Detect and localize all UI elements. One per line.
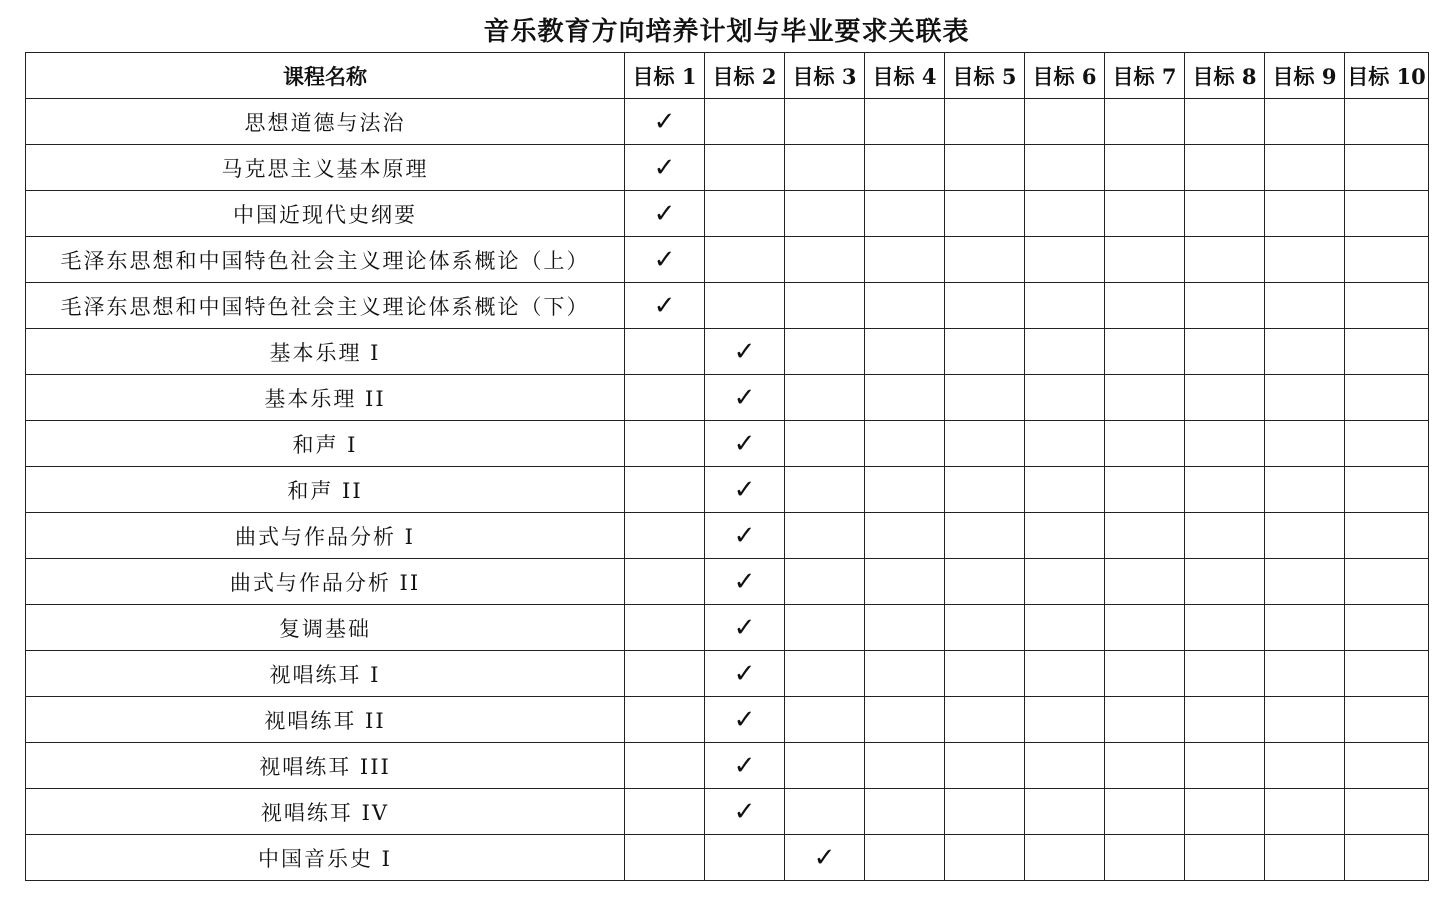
course-name-cell: 中国近现代史纲要 bbox=[26, 191, 625, 237]
empty-goal-cell bbox=[1025, 835, 1105, 881]
empty-goal-cell bbox=[1025, 559, 1105, 605]
table-row bbox=[26, 697, 1429, 743]
empty-goal-cell bbox=[785, 697, 865, 743]
empty-goal-cell bbox=[1025, 513, 1105, 559]
course-name-cell: 复调基础 bbox=[26, 605, 625, 651]
empty-goal-cell bbox=[945, 651, 1025, 697]
empty-goal-cell bbox=[1265, 375, 1345, 421]
empty-goal-cell bbox=[1185, 237, 1265, 283]
empty-goal-cell bbox=[1265, 651, 1345, 697]
empty-goal-cell bbox=[785, 467, 865, 513]
table-row bbox=[26, 329, 1429, 375]
empty-goal-cell bbox=[1185, 743, 1265, 789]
empty-goal-cell bbox=[1185, 191, 1265, 237]
empty-goal-cell bbox=[1185, 559, 1265, 605]
empty-goal-cell bbox=[1185, 329, 1265, 375]
empty-goal-cell bbox=[1265, 237, 1345, 283]
empty-goal-cell bbox=[945, 513, 1025, 559]
table-row bbox=[26, 651, 1429, 697]
empty-goal-cell bbox=[1265, 421, 1345, 467]
empty-goal-cell bbox=[1105, 743, 1185, 789]
check-mark-icon: ✓ bbox=[705, 467, 785, 513]
header-goal-2: 目标 2 bbox=[705, 53, 785, 99]
empty-goal-cell bbox=[1265, 99, 1345, 145]
empty-goal-cell bbox=[945, 789, 1025, 835]
course-name-cell: 基本乐理 I bbox=[26, 329, 625, 375]
empty-goal-cell bbox=[1345, 559, 1429, 605]
empty-goal-cell bbox=[1185, 375, 1265, 421]
empty-goal-cell bbox=[865, 99, 945, 145]
empty-goal-cell bbox=[865, 467, 945, 513]
empty-goal-cell bbox=[625, 467, 705, 513]
empty-goal-cell bbox=[785, 237, 865, 283]
empty-goal-cell bbox=[945, 375, 1025, 421]
table-row bbox=[26, 421, 1429, 467]
empty-goal-cell bbox=[1345, 789, 1429, 835]
empty-goal-cell bbox=[1265, 191, 1345, 237]
course-name-cell: 视唱练耳 IV bbox=[26, 789, 625, 835]
empty-goal-cell bbox=[865, 145, 945, 191]
empty-goal-cell bbox=[865, 559, 945, 605]
empty-goal-cell bbox=[705, 835, 785, 881]
empty-goal-cell bbox=[865, 743, 945, 789]
check-mark-icon: ✓ bbox=[705, 605, 785, 651]
empty-goal-cell bbox=[1345, 743, 1429, 789]
course-name-cell: 思想道德与法治 bbox=[26, 99, 625, 145]
empty-goal-cell bbox=[1345, 513, 1429, 559]
empty-goal-cell bbox=[1185, 651, 1265, 697]
empty-goal-cell bbox=[625, 375, 705, 421]
table-row bbox=[26, 145, 1429, 191]
empty-goal-cell bbox=[785, 145, 865, 191]
header-goal-9: 目标 9 bbox=[1265, 53, 1345, 99]
empty-goal-cell bbox=[625, 789, 705, 835]
empty-goal-cell bbox=[1345, 605, 1429, 651]
header-row bbox=[26, 53, 1429, 99]
empty-goal-cell bbox=[1025, 467, 1105, 513]
empty-goal-cell bbox=[1265, 145, 1345, 191]
header-course-name: 课程名称 bbox=[26, 53, 625, 99]
empty-goal-cell bbox=[785, 191, 865, 237]
course-name-cell: 和声 I bbox=[26, 421, 625, 467]
empty-goal-cell bbox=[1025, 605, 1105, 651]
empty-goal-cell bbox=[945, 743, 1025, 789]
empty-goal-cell bbox=[785, 651, 865, 697]
check-mark-icon: ✓ bbox=[785, 835, 865, 881]
empty-goal-cell bbox=[1025, 421, 1105, 467]
empty-goal-cell bbox=[1265, 559, 1345, 605]
empty-goal-cell bbox=[1105, 99, 1185, 145]
empty-goal-cell bbox=[1265, 835, 1345, 881]
course-name-cell: 马克思主义基本原理 bbox=[26, 145, 625, 191]
course-name-cell: 基本乐理 II bbox=[26, 375, 625, 421]
header-goal-4: 目标 4 bbox=[865, 53, 945, 99]
empty-goal-cell bbox=[705, 145, 785, 191]
check-mark-icon: ✓ bbox=[625, 145, 705, 191]
course-name-cell: 毛泽东思想和中国特色社会主义理论体系概论（上） bbox=[26, 237, 625, 283]
empty-goal-cell bbox=[865, 789, 945, 835]
table-row bbox=[26, 835, 1429, 881]
check-mark-icon: ✓ bbox=[705, 789, 785, 835]
empty-goal-cell bbox=[625, 743, 705, 789]
empty-goal-cell bbox=[1345, 145, 1429, 191]
empty-goal-cell bbox=[1345, 651, 1429, 697]
course-name-cell: 视唱练耳 I bbox=[26, 651, 625, 697]
empty-goal-cell bbox=[865, 697, 945, 743]
empty-goal-cell bbox=[1105, 835, 1185, 881]
empty-goal-cell bbox=[945, 697, 1025, 743]
empty-goal-cell bbox=[625, 835, 705, 881]
course-name-cell: 视唱练耳 III bbox=[26, 743, 625, 789]
empty-goal-cell bbox=[1025, 191, 1105, 237]
empty-goal-cell bbox=[1105, 697, 1185, 743]
empty-goal-cell bbox=[785, 329, 865, 375]
empty-goal-cell bbox=[945, 283, 1025, 329]
empty-goal-cell bbox=[1185, 835, 1265, 881]
header-goal-5: 目标 5 bbox=[945, 53, 1025, 99]
empty-goal-cell bbox=[1345, 697, 1429, 743]
check-mark-icon: ✓ bbox=[705, 421, 785, 467]
empty-goal-cell bbox=[1265, 743, 1345, 789]
empty-goal-cell bbox=[1185, 283, 1265, 329]
empty-goal-cell bbox=[1025, 99, 1105, 145]
empty-goal-cell bbox=[945, 559, 1025, 605]
course-name-cell: 毛泽东思想和中国特色社会主义理论体系概论（下） bbox=[26, 283, 625, 329]
empty-goal-cell bbox=[785, 99, 865, 145]
empty-goal-cell bbox=[865, 651, 945, 697]
header-goal-7: 目标 7 bbox=[1105, 53, 1185, 99]
empty-goal-cell bbox=[625, 605, 705, 651]
empty-goal-cell bbox=[1345, 467, 1429, 513]
empty-goal-cell bbox=[1345, 375, 1429, 421]
check-mark-icon: ✓ bbox=[705, 375, 785, 421]
empty-goal-cell bbox=[1025, 375, 1105, 421]
table-row bbox=[26, 743, 1429, 789]
table-row bbox=[26, 789, 1429, 835]
course-name-cell: 曲式与作品分析 II bbox=[26, 559, 625, 605]
empty-goal-cell bbox=[705, 191, 785, 237]
empty-goal-cell bbox=[1105, 283, 1185, 329]
empty-goal-cell bbox=[1185, 697, 1265, 743]
empty-goal-cell bbox=[1185, 789, 1265, 835]
empty-goal-cell bbox=[625, 421, 705, 467]
check-mark-icon: ✓ bbox=[625, 283, 705, 329]
empty-goal-cell bbox=[945, 835, 1025, 881]
empty-goal-cell bbox=[1105, 513, 1185, 559]
table-row bbox=[26, 375, 1429, 421]
empty-goal-cell bbox=[705, 99, 785, 145]
empty-goal-cell bbox=[865, 237, 945, 283]
empty-goal-cell bbox=[945, 191, 1025, 237]
empty-goal-cell bbox=[785, 283, 865, 329]
empty-goal-cell bbox=[865, 835, 945, 881]
empty-goal-cell bbox=[1105, 605, 1185, 651]
course-name-cell: 和声 II bbox=[26, 467, 625, 513]
empty-goal-cell bbox=[1185, 513, 1265, 559]
empty-goal-cell bbox=[705, 237, 785, 283]
empty-goal-cell bbox=[625, 329, 705, 375]
table-title: 音乐教育方向培养计划与毕业要求关联表 bbox=[483, 17, 970, 47]
empty-goal-cell bbox=[1025, 283, 1105, 329]
course-name-cell: 中国音乐史 I bbox=[26, 835, 625, 881]
empty-goal-cell bbox=[865, 513, 945, 559]
table-row bbox=[26, 237, 1429, 283]
empty-goal-cell bbox=[1105, 651, 1185, 697]
empty-goal-cell bbox=[1185, 421, 1265, 467]
empty-goal-cell bbox=[1105, 329, 1185, 375]
empty-goal-cell bbox=[625, 697, 705, 743]
header-goal-8: 目标 8 bbox=[1185, 53, 1265, 99]
check-mark-icon: ✓ bbox=[705, 743, 785, 789]
empty-goal-cell bbox=[1105, 191, 1185, 237]
empty-goal-cell bbox=[865, 375, 945, 421]
empty-goal-cell bbox=[945, 605, 1025, 651]
empty-goal-cell bbox=[785, 421, 865, 467]
empty-goal-cell bbox=[1265, 513, 1345, 559]
empty-goal-cell bbox=[1185, 605, 1265, 651]
empty-goal-cell bbox=[1025, 145, 1105, 191]
empty-goal-cell bbox=[1105, 421, 1185, 467]
empty-goal-cell bbox=[1025, 237, 1105, 283]
check-mark-icon: ✓ bbox=[705, 329, 785, 375]
empty-goal-cell bbox=[1185, 467, 1265, 513]
table-row bbox=[26, 513, 1429, 559]
empty-goal-cell bbox=[1025, 697, 1105, 743]
empty-goal-cell bbox=[1265, 467, 1345, 513]
empty-goal-cell bbox=[785, 743, 865, 789]
empty-goal-cell bbox=[865, 191, 945, 237]
empty-goal-cell bbox=[1345, 237, 1429, 283]
empty-goal-cell bbox=[705, 283, 785, 329]
check-mark-icon: ✓ bbox=[705, 513, 785, 559]
table-row bbox=[26, 283, 1429, 329]
empty-goal-cell bbox=[1025, 651, 1105, 697]
empty-goal-cell bbox=[1265, 605, 1345, 651]
empty-goal-cell bbox=[625, 651, 705, 697]
empty-goal-cell bbox=[1345, 99, 1429, 145]
empty-goal-cell bbox=[1345, 191, 1429, 237]
check-mark-icon: ✓ bbox=[625, 99, 705, 145]
check-mark-icon: ✓ bbox=[705, 559, 785, 605]
empty-goal-cell bbox=[1105, 145, 1185, 191]
empty-goal-cell bbox=[1185, 99, 1265, 145]
empty-goal-cell bbox=[785, 789, 865, 835]
matrix-body bbox=[26, 99, 1429, 881]
empty-goal-cell bbox=[865, 605, 945, 651]
empty-goal-cell bbox=[1025, 743, 1105, 789]
empty-goal-cell bbox=[1105, 375, 1185, 421]
empty-goal-cell bbox=[1105, 559, 1185, 605]
empty-goal-cell bbox=[945, 467, 1025, 513]
table-row bbox=[26, 191, 1429, 237]
header-goal-6: 目标 6 bbox=[1025, 53, 1105, 99]
empty-goal-cell bbox=[1345, 421, 1429, 467]
empty-goal-cell bbox=[1105, 237, 1185, 283]
empty-goal-cell bbox=[1265, 329, 1345, 375]
empty-goal-cell bbox=[625, 559, 705, 605]
empty-goal-cell bbox=[865, 283, 945, 329]
header-goal-1: 目标 1 bbox=[625, 53, 705, 99]
table-row bbox=[26, 605, 1429, 651]
course-goal-matrix bbox=[25, 52, 1429, 881]
check-mark-icon: ✓ bbox=[625, 237, 705, 283]
course-name-cell: 视唱练耳 II bbox=[26, 697, 625, 743]
empty-goal-cell bbox=[945, 237, 1025, 283]
course-name-cell: 曲式与作品分析 I bbox=[26, 513, 625, 559]
empty-goal-cell bbox=[1345, 329, 1429, 375]
empty-goal-cell bbox=[865, 329, 945, 375]
empty-goal-cell bbox=[945, 421, 1025, 467]
empty-goal-cell bbox=[1105, 467, 1185, 513]
empty-goal-cell bbox=[945, 99, 1025, 145]
empty-goal-cell bbox=[945, 145, 1025, 191]
empty-goal-cell bbox=[1105, 789, 1185, 835]
empty-goal-cell bbox=[785, 513, 865, 559]
empty-goal-cell bbox=[1025, 789, 1105, 835]
empty-goal-cell bbox=[1265, 789, 1345, 835]
table-row bbox=[26, 467, 1429, 513]
empty-goal-cell bbox=[945, 329, 1025, 375]
empty-goal-cell bbox=[785, 605, 865, 651]
check-mark-icon: ✓ bbox=[705, 697, 785, 743]
table-row bbox=[26, 559, 1429, 605]
empty-goal-cell bbox=[785, 559, 865, 605]
check-mark-icon: ✓ bbox=[705, 651, 785, 697]
empty-goal-cell bbox=[1345, 283, 1429, 329]
empty-goal-cell bbox=[1265, 697, 1345, 743]
empty-goal-cell bbox=[1025, 329, 1105, 375]
empty-goal-cell bbox=[865, 421, 945, 467]
empty-goal-cell bbox=[1185, 145, 1265, 191]
empty-goal-cell bbox=[1345, 835, 1429, 881]
empty-goal-cell bbox=[625, 513, 705, 559]
check-mark-icon: ✓ bbox=[625, 191, 705, 237]
empty-goal-cell bbox=[785, 375, 865, 421]
table-row bbox=[26, 99, 1429, 145]
header-goal-3: 目标 3 bbox=[785, 53, 865, 99]
empty-goal-cell bbox=[1265, 283, 1345, 329]
header-goal-10: 目标 10 bbox=[1345, 53, 1429, 99]
